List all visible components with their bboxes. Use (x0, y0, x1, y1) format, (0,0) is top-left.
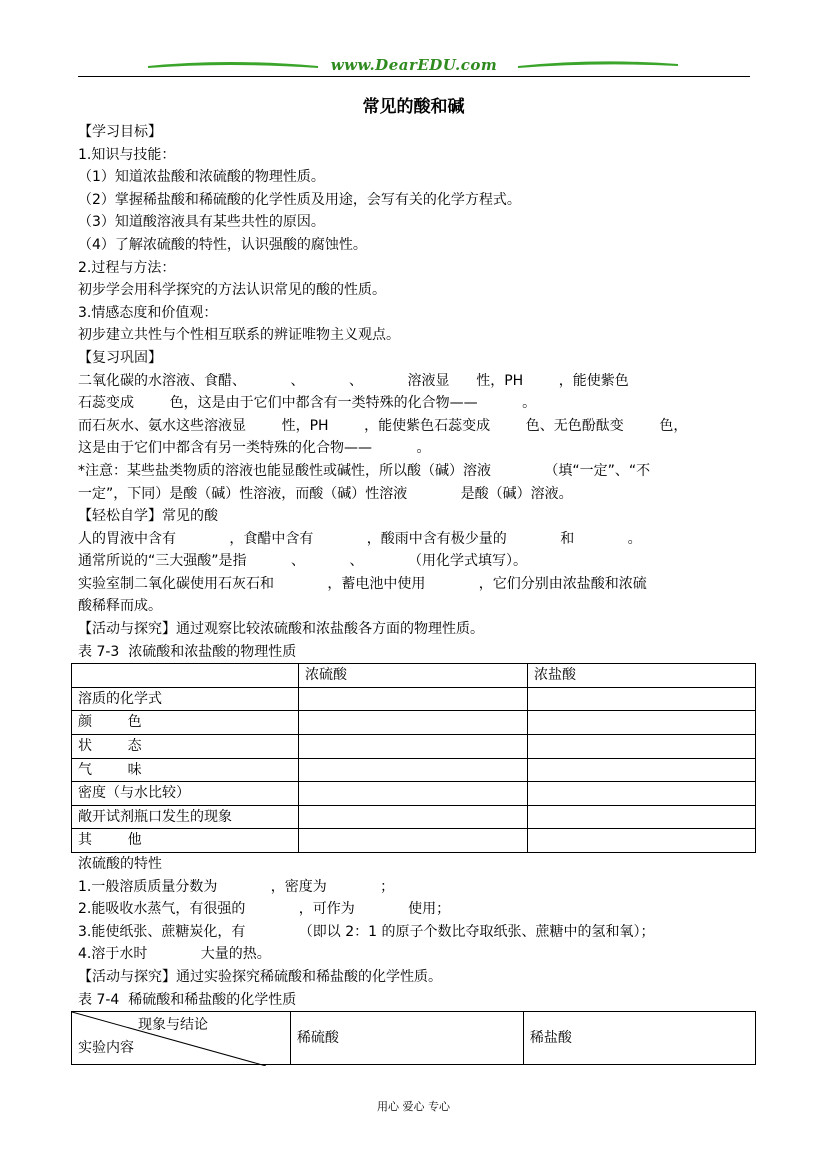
table-header-cell: 浓盐酸 (528, 664, 756, 688)
blank-cell (299, 687, 528, 711)
blank-cell (299, 735, 528, 759)
text-line: （2）掌握稀盐酸和稀硫酸的化学性质及用途，会写有关的化学方程式。 (78, 191, 521, 208)
page-header (78, 52, 750, 80)
row-label: 溶质的化学式 (72, 687, 299, 711)
brand-banner (78, 52, 750, 76)
text-line: 2.过程与方法： (78, 259, 176, 276)
text-line: 1.一般溶质质量分数为 ，密度为 ； (78, 878, 395, 895)
text-line: *注意：某些盐类物质的溶液也能显酸性或碱性，所以酸（碱）溶液 （填“一定”、“不 (78, 462, 651, 479)
text-line: （4）了解浓硫酸的特性，认识强酸的腐蚀性。 (78, 236, 367, 253)
table-header-cell (72, 664, 299, 688)
diagonal-header-cell (72, 1012, 291, 1065)
text-line: 通常所说的“三大强酸”是指 、 、 （用化学式填写）。 (78, 553, 528, 570)
text-line: 3.情感态度和价值观： (78, 304, 218, 321)
text-line: 【复习巩固】 (78, 349, 162, 366)
text-line: 初步学会用科学探究的方法认识常见的酸的性质。 (78, 282, 386, 299)
table-caption: 表 7-4 稀硫酸和稀盐酸的化学性质 (78, 991, 297, 1008)
physical-properties-table (71, 663, 756, 853)
blank-cell (528, 687, 756, 711)
row-label: 颜 色 (72, 711, 299, 735)
blank-cell (528, 829, 756, 853)
text-line: 1.知识与技能： (78, 146, 176, 163)
table-row (72, 758, 756, 782)
row-label: 气 味 (72, 758, 299, 782)
blank-cell (299, 829, 528, 853)
blank-cell (528, 758, 756, 782)
text-line: 石蕊变成 色，这是由于它们中都含有一类特殊的化合物—— 。 (78, 395, 537, 412)
page-title: 常见的酸和碱 (362, 97, 465, 117)
table-row (72, 687, 756, 711)
text-line: 酸稀释而成。 (78, 598, 162, 615)
row-label: 敞开试剂瓶口发生的现象 (72, 805, 299, 829)
text-line: 2.能吸收水蒸气，有很强的 ，可作为 使用； (78, 901, 451, 918)
brand-logo-text: www.DearEDU.com (330, 56, 498, 74)
blank-cell (299, 805, 528, 829)
table-row (72, 782, 756, 806)
table-header-cell: 稀盐酸 (523, 1012, 755, 1065)
row-label: 其 他 (72, 829, 299, 853)
blank-cell (299, 782, 528, 806)
blank-cell (528, 782, 756, 806)
blank-cell (528, 805, 756, 829)
text-line: 【活动与探究】通过实验探究稀硫酸和稀盐酸的化学性质。 (78, 968, 442, 985)
document-body (78, 121, 750, 1065)
text-line: 初步建立共性与个性相互联系的辨证唯物主义观点。 (78, 327, 400, 344)
blank-cell (528, 711, 756, 735)
diag-bottom-label: 实验内容 (78, 1040, 134, 1057)
table-header-cell: 稀硫酸 (290, 1012, 523, 1065)
table-caption: 表 7-3 浓硫酸和浓盐酸的物理性质 (78, 643, 297, 660)
header-rule (78, 76, 750, 77)
chemical-properties-table (71, 1011, 756, 1065)
section-goals-review (78, 121, 750, 663)
text-line: 4.溶于水时 大量的热。 (78, 946, 271, 963)
blank-cell (528, 735, 756, 759)
table-row (72, 805, 756, 829)
table-header-row (72, 664, 756, 688)
text-line: 3.能使纸张、蔗糖炭化，有 （即以 2：1 的原子个数比夺取纸张、蔗糖中的氢和氧）； (78, 923, 655, 940)
text-line: 浓硫酸的特性 (78, 856, 162, 872)
table-row (72, 735, 756, 759)
text-line: 人的胃液中含有 ，食醋中含有 ，酸雨中含有极少量的 和 。 (78, 530, 642, 547)
text-line: 一定”，下同）是酸（碱）性溶液，而酸（碱）性溶液 是酸（碱）溶液。 (78, 485, 573, 502)
text-line: 【轻松自学】常见的酸 (78, 508, 218, 525)
text-line: 而石灰水、氨水这些溶液显 性，PH ，能使紫色石蕊变成 色、无色酚酞变 色， (78, 417, 688, 434)
table-row (72, 711, 756, 735)
text-line: 二氧化碳的水溶液、食醋、 、 、 溶液显 性，PH ，能使紫色 (78, 372, 629, 389)
table-row (72, 829, 756, 853)
row-label: 状 态 (72, 735, 299, 759)
text-line: 这是由于它们中都含有另一类特殊的化合物—— 。 (78, 440, 431, 457)
blank-cell (299, 758, 528, 782)
text-line: 【活动与探究】通过观察比较浓硫酸和浓盐酸各方面的物理性质。 (78, 621, 484, 638)
text-line: 实验室制二氧化碳使用石灰石和 ，蓄电池中使用 ，它们分别由浓盐酸和浓硫 (78, 575, 647, 592)
section-concentrated-sulfuric-acid (78, 853, 750, 1011)
text-line: （1）知道浓盐酸和浓硫酸的物理性质。 (78, 169, 325, 186)
blank-cell (299, 711, 528, 735)
table-header-cell: 浓硫酸 (299, 664, 528, 688)
diag-top-label: 现象与结论 (138, 1017, 208, 1034)
text-line: 【学习目标】 (78, 124, 162, 140)
page-footer: 用心 爱心 专心 (377, 1100, 450, 1113)
row-label: 密度（与水比较） (72, 782, 299, 806)
table-header-row (72, 1012, 756, 1065)
text-line: （3）知道酸溶液具有某些共性的原因。 (78, 214, 325, 231)
